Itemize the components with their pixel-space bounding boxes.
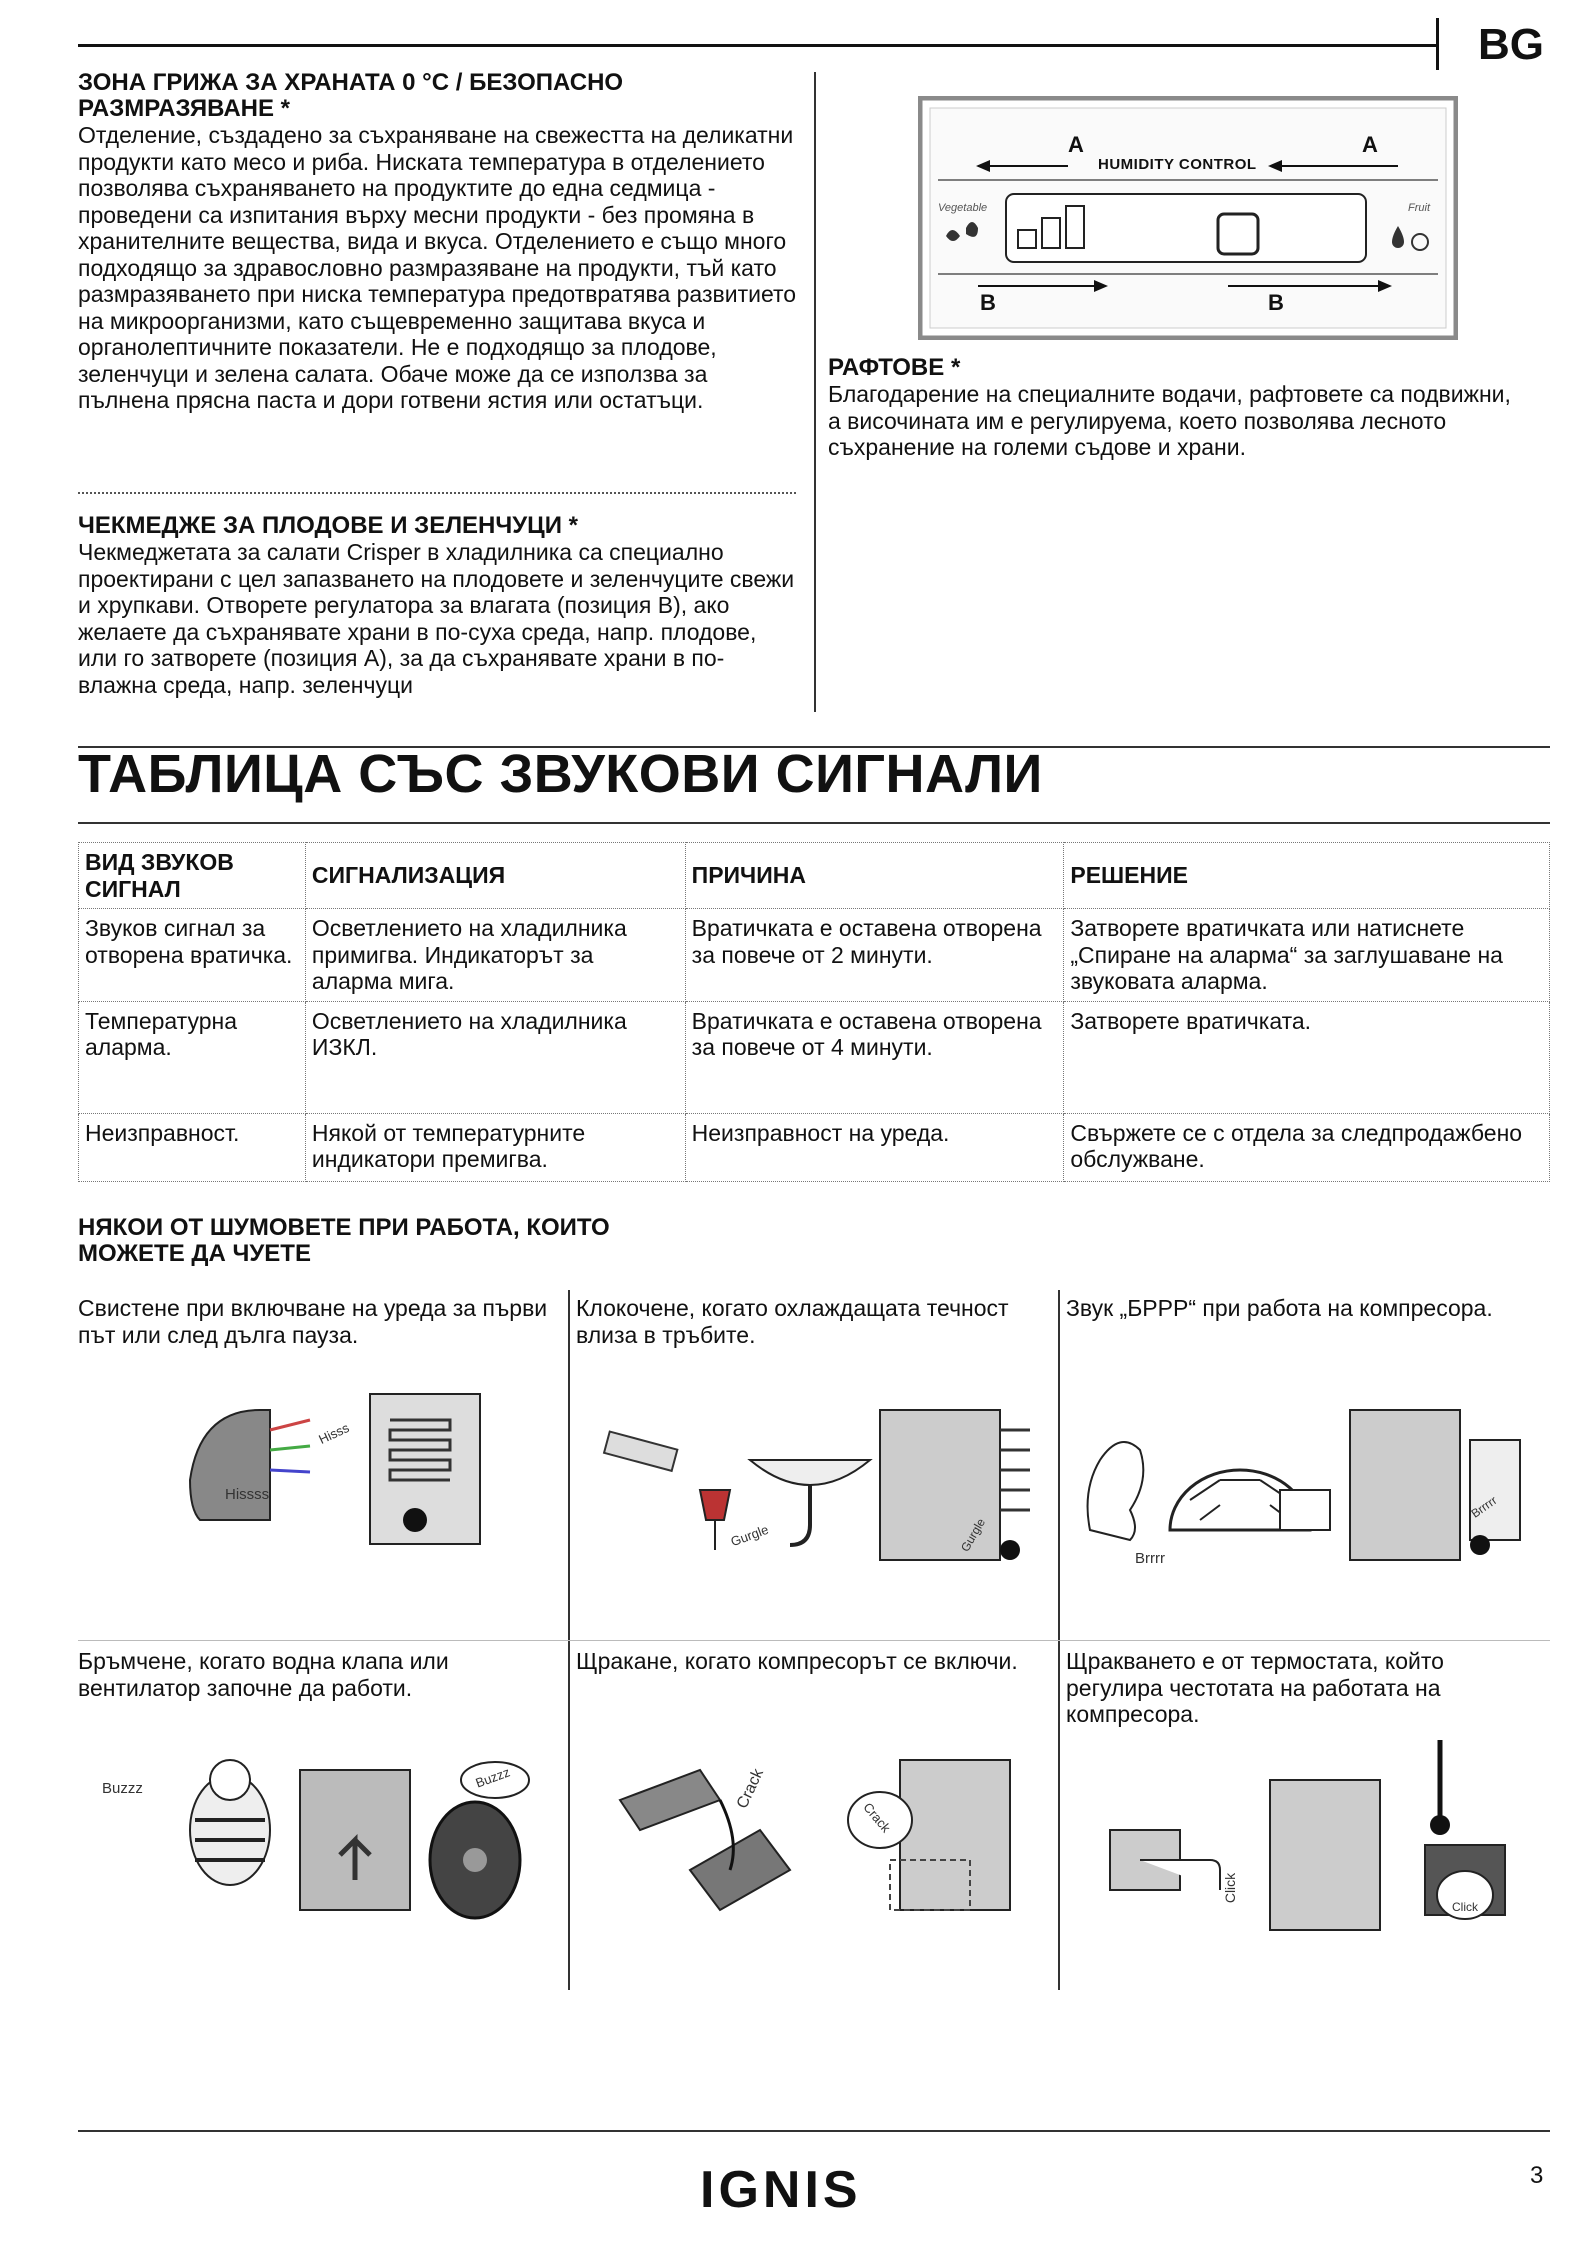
humidity-control-label: HUMIDITY CONTROL (1098, 156, 1257, 173)
header-solution: РЕШЕНИЕ (1064, 843, 1550, 909)
page-number: 3 (1530, 2162, 1544, 2189)
sfx-label: Gurgle (957, 1515, 989, 1555)
noise-row-divider (78, 1640, 1550, 1641)
noise-text: Звук „БРРР“ при работа на компресора. (1066, 1295, 1493, 1321)
table-cell: Звуков сигнал за отворена вратичка. (79, 909, 306, 1002)
table-row (79, 1113, 1550, 1181)
sfx-label: Buzzz (102, 1780, 143, 1797)
fruit-label: Fruit (1408, 202, 1430, 214)
sfx-label: Crack (860, 1799, 894, 1836)
humidity-control-diagram (918, 96, 1458, 340)
noise-text: Щракане, когато компресорът се включи. (576, 1648, 1018, 1674)
crisper-title: ЧЕКМЕДЖЕ ЗА ПЛОДОВЕ И ЗЕЛЕНЧУЦИ * (78, 512, 578, 539)
hiss-illustration (170, 1380, 500, 1560)
click-illustration (1100, 1740, 1520, 1940)
ice-crack-fridge-icon (610, 1740, 1030, 1930)
buzz-illustration (100, 1740, 540, 1930)
zone-care-title: ЗОНА ГРИЖА ЗА ХРАНАТА 0 °C / БЕЗОПАСНО РАЗМРАЗЯВАНЕ * (78, 69, 624, 122)
header-rule (78, 44, 1438, 47)
table-cell: Температурна аларма. (79, 1001, 306, 1113)
sfx-label: Gurgle (728, 1521, 771, 1550)
iron-fridge-icon (170, 1380, 500, 1560)
table-cell: Осветлението на хладилника примигва. Индикаторът за аларма мига. (305, 909, 685, 1002)
brrr-illustration (1080, 1400, 1530, 1580)
sfx-label: Buzzz (473, 1764, 512, 1791)
noises-title: НЯКОИ ОТ ШУМОВЕТЕ ПРИ РАБОТА, КОИТО МОЖЕТЕ ДА ЧУЕТЕ (78, 1214, 610, 1267)
header-rule-tick (1436, 18, 1439, 70)
brand-logo: IGNIS (700, 2161, 862, 2219)
table-header-row (79, 843, 1550, 909)
shelves-title: РАФТОВЕ * (828, 354, 961, 381)
table-cell: Свържете се с отдела за следпродажбено обслужване. (1064, 1113, 1550, 1181)
zone-care-text: Отделение, създадено за съхраняване на свежестта на деликатни продукти като месо и риба. Ниската температура в отделението позволява съхраняването на продуктите до една седмица - проведени са изпитания върху месни продукти - без промяна в хранителните вещества, вида и вкуса. Отделението е също много подходящо за здравословно размразяване на продукти, тъй като размразяването при ниска температура предотвратява развитието на микроорганизми, като същевременно защитава вкуса и органолептичните показатели. Не е подходящо за плодове, зеленчуци и зелена салата. Обаче може да се използва за пълнена прясна паста и дори готвени ястия или остатъци. (78, 122, 797, 413)
table-cell: Осветлението на хладилника ИЗКЛ. (305, 1001, 685, 1113)
sfx-label: Click (1222, 1872, 1239, 1904)
signals-table (78, 842, 1550, 1182)
signals-title: ТАБЛИЦА СЪС ЗВУКОВИ СИГНАЛИ (78, 744, 1043, 804)
noise-text: Бръмчене, когато водна клапа или вентилатор започне да работи. (78, 1648, 449, 1701)
sfx-label: Hisss (316, 1419, 352, 1448)
gurgle-illustration (600, 1400, 1040, 1580)
section-divider (78, 492, 796, 494)
noise-text: Клокочене, когато охлаждащата течност влиза в тръбите. (576, 1295, 1009, 1348)
vegetable-label: Vegetable (938, 202, 988, 214)
noise-text: Свистене при включване на уреда за първи път или след дълга пауза. (78, 1295, 548, 1348)
sfx-label: Click (1452, 1900, 1478, 1914)
language-code: BG (1478, 20, 1544, 69)
noise-item-buzz (78, 1648, 558, 1701)
noise-item-hiss (78, 1295, 558, 1348)
shelves-section (828, 355, 1528, 461)
table-cell: Неизправност. (79, 1113, 306, 1181)
noise-text: Щракването е от термостата, който регулира честотата на работата на компресора. (1066, 1648, 1444, 1727)
position-b-right-label: B (1268, 290, 1284, 315)
noise-item-gurgle (576, 1295, 1056, 1348)
table-cell: Неизправност на уреда. (685, 1113, 1064, 1181)
table-row (79, 1001, 1550, 1113)
crack-illustration (610, 1740, 1030, 1930)
noise-item-brrr (1066, 1295, 1546, 1322)
table-cell: Някой от температурните индикатори премигва. (305, 1113, 685, 1181)
signals-bottom-rule (78, 822, 1550, 824)
header-indication: СИГНАЛИЗАЦИЯ (305, 843, 685, 909)
table-row (79, 909, 1550, 1002)
position-b-left-label: B (980, 290, 996, 315)
noise-item-crack (576, 1648, 1056, 1675)
shelves-text: Благодарение на специалните водачи, рафтовете са подвижни, а височината им е регулируема, което позволява лесното съхранение на големи съдове и храни. (828, 381, 1511, 460)
bee-fan-icon (100, 1740, 540, 1930)
table-cell: Затворете вратичката или натиснете „Спиране на аларма“ за заглушаване на звуковата аларма. (1064, 909, 1550, 1002)
crisper-text: Чекмеджетата за салати Crisper в хладилника са специално проектирани с цел запазването на плодовете и зеленчуците свежи и хрупкави. Отворете регулатора за влагата (позиция В), ако желаете да съхранявате храни в по-суха среда, напр. плодове, или го затворете (позиция А), за да съхранявате храни в по-влажна среда, напр. зеленчуци (78, 539, 795, 698)
noise-item-click (1066, 1648, 1546, 1728)
bottle-sink-fridge-icon (600, 1400, 1040, 1580)
column-divider (814, 72, 816, 712)
noises-section-title (78, 1215, 638, 1267)
table-cell: Затворете вратичката. (1064, 1001, 1550, 1113)
position-a-left-label: A (1068, 132, 1084, 157)
crisper-section (78, 513, 798, 698)
sfx-label: Brrrrr (1468, 1493, 1500, 1521)
sfx-label: Hissss (225, 1486, 270, 1503)
table-cell: Вратичката е оставена отворена за повече от 4 минути. (685, 1001, 1064, 1113)
sfx-label: Brrrr (1135, 1550, 1165, 1567)
left-column (78, 70, 798, 414)
footer-rule (78, 2130, 1550, 2132)
table-cell: Вратичката е оставена отворена за повече от 2 минути. (685, 909, 1064, 1002)
header-signal-type: ВИД ЗВУКОВ СИГНАЛ (79, 843, 306, 909)
sfx-label: Crack (733, 1766, 767, 1812)
position-a-right-label: A (1362, 132, 1378, 157)
header-cause: ПРИЧИНА (685, 843, 1064, 909)
